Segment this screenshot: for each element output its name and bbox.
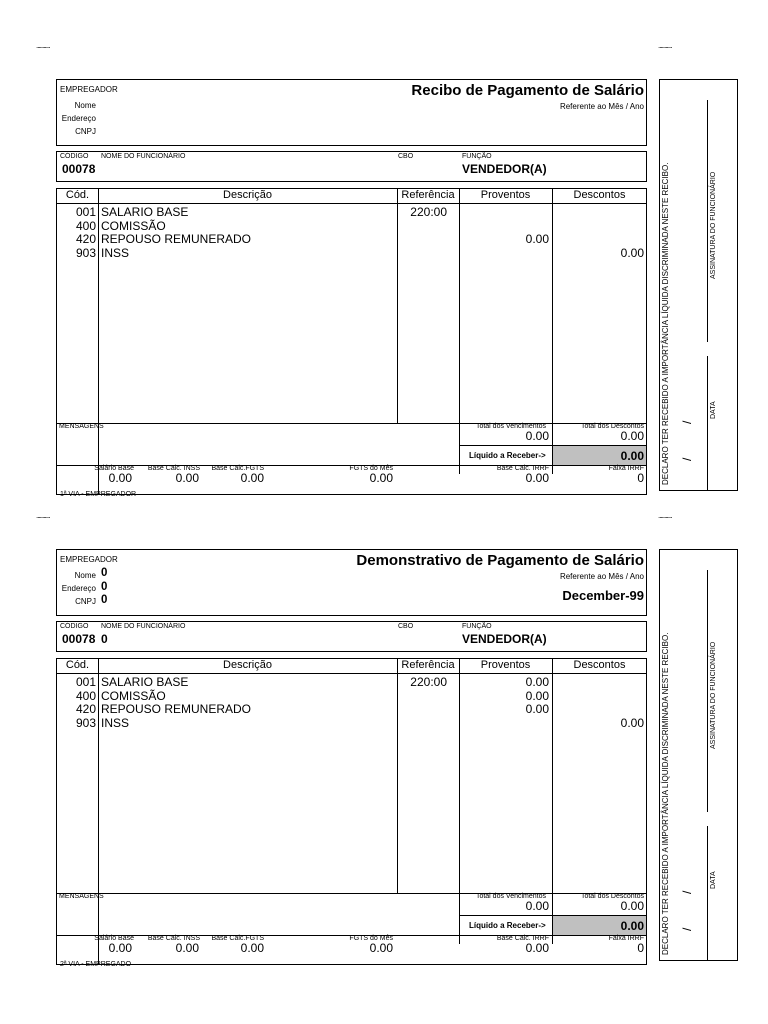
mes-ano-value: December-99 [562, 588, 644, 603]
cell-descontos: 0.00 [620, 715, 644, 730]
total-venc-value: 0.00 [525, 899, 549, 913]
salario-base-label: Salário Base [94, 935, 134, 942]
date-slash-1: / [680, 420, 694, 424]
cell-descricao: INSS [101, 245, 130, 260]
col-divider-desc [397, 658, 398, 893]
mensagens-label: MENSAGENS [59, 423, 104, 430]
base-irrf-label: Base Calc. IRRF [496, 465, 549, 472]
fgts-mes-value: 0.00 [369, 471, 393, 485]
cell-descricao: REPOUSO REMUNERADO [101, 232, 252, 246]
data-label: DATA [710, 871, 717, 889]
base-fgts-label: Base Calc.FGTS [211, 935, 264, 942]
salario-base-value: 0.00 [108, 941, 132, 955]
funcao-value: VENDEDOR(A) [462, 632, 547, 646]
codigo-label: CÓDIGO [60, 153, 89, 160]
fgts-mes-label: FGTS do Mês [349, 935, 393, 942]
cell-cod: 400 [75, 688, 96, 703]
codigo-label: CÓDIGO [60, 623, 89, 630]
cell-cod: 001 [75, 205, 96, 219]
col-header-proventos: Proventos [480, 659, 531, 671]
nome-value: 0 [101, 567, 108, 579]
via-label: 1ª VIA - EMPREGADOR [60, 491, 137, 498]
funcao-value: VENDEDOR(A) [462, 162, 547, 176]
base-fgts-value: 0.00 [240, 941, 264, 955]
cnpj-label: CNPJ [75, 127, 96, 136]
date-slash-2: / [680, 457, 694, 461]
funcionario-value: 0 [101, 632, 108, 646]
cell-cod: 420 [75, 232, 96, 246]
codigo-value: 00078 [62, 632, 96, 646]
cell-proventos: 0.00 [525, 688, 549, 703]
nome-label: Nome [74, 101, 96, 110]
assinatura-label: ASSINATURA DO FUNCIONÁRIO [710, 171, 717, 279]
employer-label: EMPREGADOR [60, 555, 118, 564]
cell-descricao: INSS [101, 715, 130, 730]
endereco-label: Endereço [61, 584, 96, 593]
total-desc-label: Total dos Descontos [580, 423, 644, 430]
cell-cod: 420 [75, 702, 96, 716]
salario-base-label: Salário Base [94, 465, 134, 472]
signature-box [659, 549, 738, 961]
cell-proventos: 0.00 [525, 702, 549, 716]
base-inss-value: 0.00 [175, 941, 199, 955]
funcionario-label: NOME DO FUNCIONÁRIO [101, 153, 186, 160]
base-irrf-label: Base Calc. IRRF [496, 935, 549, 942]
col-header-referencia: Referência [401, 189, 455, 201]
col-divider-desc [397, 188, 398, 423]
date-slash-1: / [680, 890, 694, 894]
total-venc-value: 0.00 [525, 429, 549, 443]
cell-descontos: 0.00 [620, 245, 644, 260]
base-fgts-label: Base Calc.FGTS [211, 465, 264, 472]
endereco-label: Endereço [61, 114, 96, 123]
faixa-irrf-label: Faixa IRRF [608, 935, 644, 942]
cell-proventos: 0.00 [525, 675, 549, 689]
col-header-descontos: Descontos [573, 189, 626, 201]
endereco-value: 0 [101, 581, 108, 593]
cut-marker-right: ........... [658, 41, 672, 50]
funcionario-label: NOME DO FUNCIONÁRIO [101, 623, 186, 630]
cnpj-value: 0 [101, 594, 108, 606]
cell-cod: 400 [75, 218, 96, 233]
cell-proventos: 0.00 [525, 232, 549, 246]
funcao-label: FUNÇÃO [462, 623, 492, 630]
document-title: Recibo de Pagamento de Salário [411, 82, 644, 99]
data-line [707, 826, 708, 961]
cell-cod: 001 [75, 675, 96, 689]
cut-marker-left: ........... [36, 511, 50, 520]
table-header-divider [56, 673, 647, 674]
fgts-mes-value: 0.00 [369, 941, 393, 955]
assinatura-label: ASSINATURA DO FUNCIONÁRIO [710, 641, 717, 749]
col-header-descricao: Descrição [223, 659, 272, 671]
base-fgts-value: 0.00 [240, 471, 264, 485]
cell-descricao: COMISSÃO [101, 688, 166, 703]
base-inss-label: Base Calc. INSS [147, 465, 200, 472]
total-venc-label: Total dos Vencimentos [475, 423, 546, 430]
liquido-value: 0.00 [620, 449, 644, 463]
cbo-label: CBO [398, 623, 414, 630]
col-header-descricao: Descrição [223, 189, 272, 201]
signature-box [659, 79, 738, 491]
col-header-cod: Cód. [65, 659, 90, 671]
employer-label: EMPREGADOR [60, 85, 118, 94]
document-title: Demonstrativo de Pagamento de Salário [356, 552, 644, 569]
cell-referencia: 220:00 [410, 675, 447, 689]
cell-descricao: SALARIO BASE [101, 675, 189, 689]
col-header-referencia: Referência [401, 659, 455, 671]
data-line [707, 356, 708, 491]
assinatura-line [707, 100, 708, 342]
col-header-proventos: Proventos [480, 189, 531, 201]
base-inss-label: Base Calc. INSS [147, 935, 200, 942]
assinatura-line [707, 570, 708, 812]
declaro-text: DECLARO TER RECEBIDO A IMPORTÂNCIA LÍQUIDA DISCRIMINADA NESTE RECIBO. [661, 632, 670, 955]
cell-descricao: SALARIO BASE [101, 205, 189, 219]
base-inss-value: 0.00 [175, 471, 199, 485]
cbo-label: CBO [398, 153, 414, 160]
fgts-mes-label: FGTS do Mês [349, 465, 393, 472]
cut-marker-left: ........... [36, 41, 50, 50]
funcao-label: FUNÇÃO [462, 153, 492, 160]
cell-descricao: REPOUSO REMUNERADO [101, 702, 252, 716]
total-venc-label: Total dos Vencimentos [475, 893, 546, 900]
liquido-value: 0.00 [620, 919, 644, 933]
total-desc-value: 0.00 [620, 429, 644, 443]
col-divider-cod [98, 658, 99, 965]
data-label: DATA [710, 401, 717, 419]
base-irrf-value: 0.00 [525, 471, 549, 485]
total-desc-value: 0.00 [620, 899, 644, 913]
referente-label: Referente ao Mês / Ano [559, 102, 644, 111]
faixa-irrf-value: 0 [637, 471, 644, 485]
table-header-divider [56, 203, 647, 204]
declaro-text: DECLARO TER RECEBIDO A IMPORTÂNCIA LÍQUIDA DISCRIMINADA NESTE RECIBO. [661, 162, 670, 485]
referente-label: Referente ao Mês / Ano [559, 572, 644, 581]
mensagens-label: MENSAGENS [59, 893, 104, 900]
cell-descricao: COMISSÃO [101, 218, 166, 233]
faixa-irrf-label: Faixa IRRF [608, 465, 644, 472]
date-slash-2: / [680, 927, 694, 931]
cut-marker-right: ........... [658, 511, 672, 520]
base-irrf-value: 0.00 [525, 941, 549, 955]
cnpj-label: CNPJ [75, 597, 96, 606]
liquido-label: Líquido a Receber-> [469, 451, 546, 460]
total-desc-label: Total dos Descontos [580, 893, 644, 900]
faixa-irrf-value: 0 [637, 941, 644, 955]
liquido-label: Líquido a Receber-> [469, 921, 546, 930]
col-header-descontos: Descontos [573, 659, 626, 671]
cell-cod: 903 [75, 245, 96, 260]
salario-base-value: 0.00 [108, 471, 132, 485]
nome-label: Nome [74, 571, 96, 580]
col-divider-cod [98, 188, 99, 495]
cell-cod: 903 [75, 715, 96, 730]
col-header-cod: Cód. [65, 189, 90, 201]
via-label: 2ª VIA - EMPREGADO [60, 961, 132, 968]
codigo-value: 00078 [62, 162, 96, 176]
cell-referencia: 220:00 [410, 205, 447, 219]
